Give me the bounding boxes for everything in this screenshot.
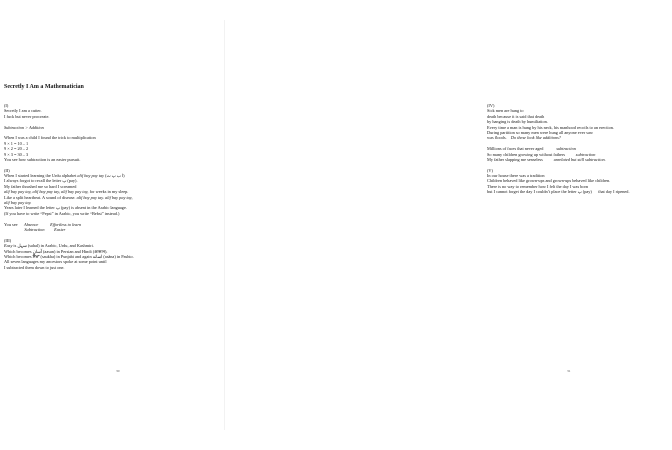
text-line: You see how subtraction is an easier pursuit. bbox=[4, 156, 81, 162]
text-line: by hanging is death by humiliation. bbox=[487, 119, 548, 125]
text-line: (I) bbox=[4, 103, 9, 108]
text-segment: subtraction bbox=[575, 151, 596, 157]
text-line: Sick men are hung to bbox=[487, 108, 524, 114]
text-line: (IV) bbox=[487, 103, 495, 108]
left-page-text bbox=[4, 103, 222, 270]
text-line: Which becomes ਸੌਖਾ (saukha) in Punjabi and again اسانه (asāna) in Pashto. bbox=[4, 253, 134, 259]
text-segment: was floods. bbox=[487, 135, 511, 141]
text-segment: Do these look like additions? bbox=[510, 135, 561, 141]
text-line: alif bay pay tay. bbox=[4, 200, 32, 206]
text-line: I always forgot to recall the letter پ (pay). bbox=[4, 178, 78, 184]
text-line: 9 × 2 = 20 – 2 bbox=[4, 146, 29, 152]
text-line: When I was a child I found the trick to multiplication bbox=[4, 135, 96, 141]
text-line: I fuck but never procreate. bbox=[4, 113, 50, 119]
left-page bbox=[0, 0, 225, 450]
text-segment: My father slapping me senseless bbox=[487, 156, 554, 162]
text-line: During partition so many men were hung all anyone ever saw bbox=[487, 129, 593, 135]
poem-title: Secretly I Am a Mathematician bbox=[4, 84, 84, 90]
text-line: All seven languages my ancestors spoke at some point until bbox=[4, 259, 107, 265]
text-line: Every time a man is hung by his neck, his manhood recoils to an erection. bbox=[487, 124, 614, 130]
text-line: (V) bbox=[487, 167, 493, 173]
text-segment: alif bay pay tay, alif bay pay tay, alif bay pay tay, bbox=[4, 189, 89, 195]
text-segment: You see bbox=[4, 221, 24, 227]
text-segment: Millions of faces that never aged bbox=[487, 146, 557, 152]
text-line: In our house there was a tradition bbox=[487, 173, 545, 179]
text-segment: alif bay pay tay bbox=[77, 173, 105, 179]
text-line: Secretly I am a cutter. bbox=[4, 108, 42, 114]
text-segment: So many children growing up without fathers bbox=[487, 151, 576, 157]
text-segment: alif bay pay tay. alif bay pay tay, bbox=[76, 194, 133, 200]
text-line: death because it is said that death bbox=[487, 113, 545, 119]
text-line: but I cannot forget the day I couldn’t place the letter پ (pay) that day I ripened. bbox=[487, 189, 630, 195]
page-number-right: 31 bbox=[567, 369, 571, 373]
text-line: There is no way to remember how I felt the day I was born bbox=[487, 183, 589, 189]
text-segment: Easy bbox=[4, 243, 13, 249]
text-segment: for weeks in my sleep. bbox=[88, 189, 129, 195]
text-line: (II) bbox=[4, 167, 10, 173]
text-line: Years later I learned the letter پ (pay) is absent in the Arabic language. bbox=[4, 205, 127, 211]
text-line: My father thrashed me so hard I screamed bbox=[4, 183, 77, 189]
text-line: Subtraction Easier bbox=[4, 226, 66, 232]
text-line: 9 × 1 = 10 – 1 bbox=[4, 140, 29, 146]
text-segment: When I started learning the Urdu alphabet bbox=[4, 173, 78, 179]
text-line: I subtracted them down to just one. bbox=[4, 264, 65, 270]
page-number-left: 30 bbox=[116, 369, 120, 373]
right-page-text bbox=[487, 103, 672, 195]
text-segment: unrelated but still subtraction. bbox=[553, 156, 606, 162]
right-page bbox=[225, 0, 630, 450]
text-line: Subtraction > Addition bbox=[4, 124, 44, 130]
text-segment: (ا ب پ ت) bbox=[104, 173, 125, 179]
text-line: Which becomes آسان (aasan) in Persian and Hindi (आसान). bbox=[4, 248, 108, 254]
text-segment: subtraction bbox=[556, 146, 576, 152]
text-line: (If you have to write “Pepsi” in Arabic, you write “Bebsi” instead.) bbox=[4, 210, 120, 216]
text-line: 9 × 3 = 30 – 3 bbox=[4, 151, 29, 157]
text-line: (III) bbox=[4, 237, 12, 243]
text-segment: is سہل (sahal) in Arabic, Urdu, and Kashmiri. bbox=[12, 243, 94, 249]
text-line: Children behaved like grown-ups and grown-ups behaved like children. bbox=[487, 178, 611, 184]
text-segment: Like a split heartbeat. A sound of disease. bbox=[4, 194, 77, 200]
text-segment: Absence Effortless to learn bbox=[23, 221, 82, 227]
